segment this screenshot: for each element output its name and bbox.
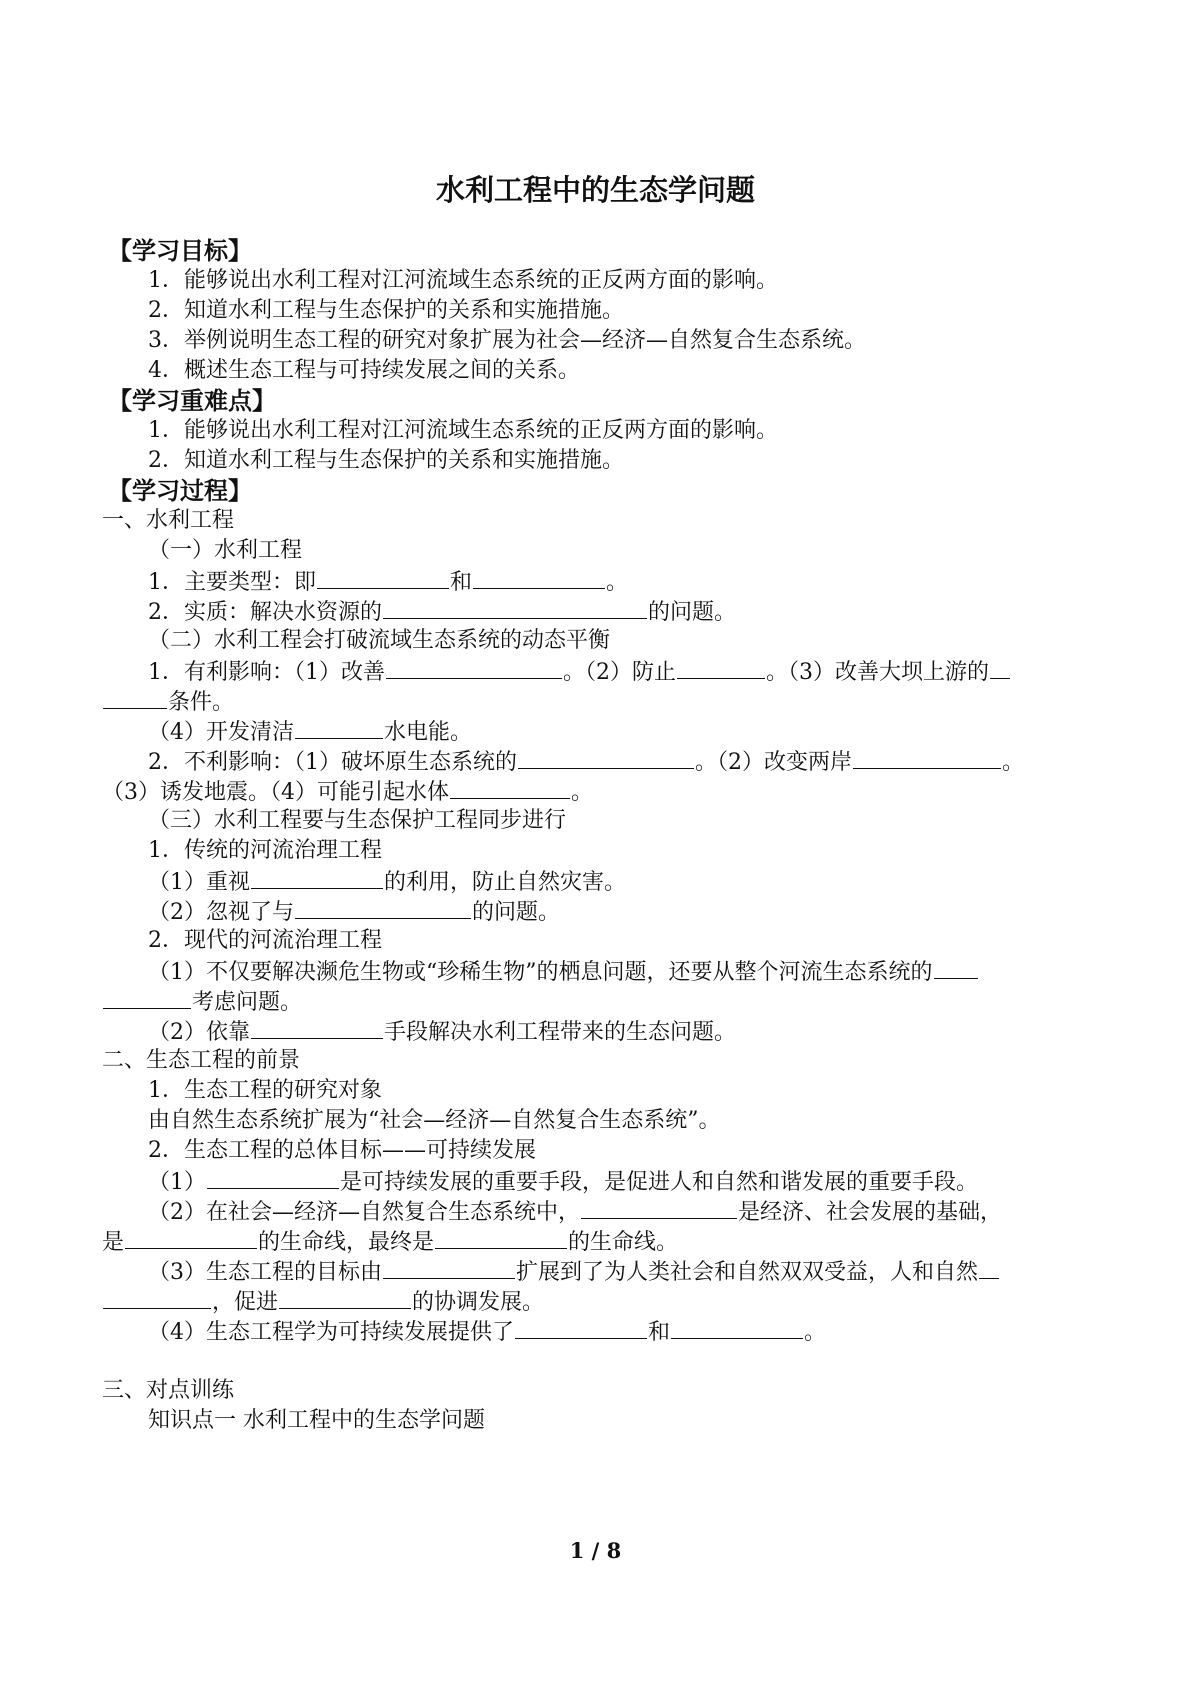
fill-in-line: 条件。 — [102, 686, 234, 718]
text-line: 知识点一 水利工程中的生态学问题 — [148, 1408, 485, 1433]
answer-blank[interactable] — [103, 1286, 211, 1309]
answer-blank[interactable] — [125, 1226, 257, 1249]
answer-blank[interactable] — [295, 716, 383, 739]
key-point-item: 1．能够说出水利工程对江河流域生态系统的正反两方面的影响。 — [148, 418, 778, 443]
objective-item: 2．知道水利工程与生态保护的关系和实施措施。 — [148, 298, 624, 323]
text-line: 1．生态工程的研究对象 — [148, 1078, 382, 1103]
answer-blank[interactable] — [990, 656, 1010, 679]
text-line: 由自然生态系统扩展为“社会—经济—自然复合生态系统”。 — [148, 1108, 721, 1133]
fill-in-line: （2）忽视了与 的问题。 — [148, 896, 560, 928]
text-line: 2．现代的河流治理工程 — [148, 928, 382, 953]
answer-blank[interactable] — [934, 956, 978, 979]
text-line: 2．生态工程的总体目标——可持续发展 — [148, 1138, 536, 1163]
answer-blank[interactable] — [207, 1166, 339, 1189]
answer-blank[interactable] — [450, 776, 570, 799]
fill-in-line: 考虑问题。 — [102, 986, 302, 1018]
fill-in-line: （1） 是可持续发展的重要手段，是促进人和自然和谐发展的重要手段。 — [148, 1166, 978, 1198]
fill-in-line: 2．实质：解决水资源的 的问题。 — [148, 596, 736, 628]
key-points-heading: 【学习重难点】 — [108, 387, 276, 415]
answer-blank[interactable] — [251, 866, 383, 889]
answer-blank[interactable] — [103, 986, 191, 1009]
fill-in-line: （3）诱发地震。（4）可能引起水体 。 — [102, 776, 593, 808]
answer-blank[interactable] — [295, 896, 471, 919]
fill-in-line: （2）依靠 手段解决水利工程带来的生态问题。 — [148, 1016, 736, 1048]
subsection-heading: （三）水利工程要与生态保护工程同步进行 — [148, 808, 567, 833]
answer-blank[interactable] — [279, 1286, 411, 1309]
fill-in-line: 1．有利影响：（1）改善 。（2）防止 。（3）改善大坝上游的 — [148, 656, 1011, 688]
process-heading: 【学习过程】 — [108, 477, 252, 505]
fill-in-line: （4）开发清洁 水电能。 — [148, 716, 472, 748]
fill-in-line: （1）重视 的利用，防止自然灾害。 — [148, 866, 626, 898]
section-heading: 一、水利工程 — [102, 508, 235, 533]
fill-in-line: （3）生态工程的目标由 扩展到了为人类社会和自然双双受益，人和自然 — [148, 1256, 1000, 1288]
answer-blank[interactable] — [581, 1196, 737, 1219]
answer-blank[interactable] — [853, 746, 1001, 769]
objective-item: 1．能够说出水利工程对江河流域生态系统的正反两方面的影响。 — [148, 268, 778, 293]
objectives-heading: 【学习目标】 — [108, 237, 252, 265]
page-title: 水利工程中的生态学问题 — [435, 173, 755, 207]
key-point-item: 2．知道水利工程与生态保护的关系和实施措施。 — [148, 448, 624, 473]
subsection-heading: （一）水利工程 — [148, 538, 303, 563]
fill-in-line: 2．不利影响：（1）破坏原生态系统的 。（2）改变两岸 。 — [148, 746, 1024, 778]
answer-blank[interactable] — [386, 656, 562, 679]
answer-blank[interactable] — [251, 1016, 383, 1039]
page-number: 1 / 8 — [569, 1538, 622, 1563]
subsection-heading: （二）水利工程会打破流域生态系统的动态平衡 — [148, 628, 611, 653]
text-line: 1．传统的河流治理工程 — [148, 838, 382, 863]
section-heading: 三、对点训练 — [102, 1378, 235, 1403]
fill-in-line: ，促进 的协调发展。 — [102, 1286, 544, 1318]
fill-in-line: 1．主要类型：即 和 。 — [148, 566, 628, 598]
section-heading: 二、生态工程的前景 — [102, 1048, 301, 1073]
answer-blank[interactable] — [383, 1256, 515, 1279]
fill-in-line: （4）生态工程学为可持续发展提供了 和 。 — [148, 1316, 826, 1348]
answer-blank[interactable] — [518, 746, 694, 769]
answer-blank[interactable] — [979, 1256, 999, 1279]
fill-in-line: （1）不仅要解决濒危生物或“珍稀生物”的栖息问题，还要从整个河流生态系统的 — [148, 956, 979, 988]
answer-blank[interactable] — [317, 566, 449, 589]
answer-blank[interactable] — [515, 1316, 647, 1339]
objective-item: 3．举例说明生态工程的研究对象扩展为社会—经济—自然复合生态系统。 — [148, 328, 866, 353]
answer-blank[interactable] — [383, 596, 647, 619]
answer-blank[interactable] — [671, 1316, 803, 1339]
answer-blank[interactable] — [435, 1226, 567, 1249]
fill-in-line: 是 的生命线，最终是 的生命线。 — [102, 1226, 678, 1258]
answer-blank[interactable] — [677, 656, 765, 679]
fill-in-line: （2）在社会—经济—自然复合生态系统中， 是经济、社会发展的基础， — [148, 1196, 1002, 1228]
answer-blank[interactable] — [103, 686, 167, 709]
objective-item: 4．概述生态工程与可持续发展之间的关系。 — [148, 358, 580, 383]
answer-blank[interactable] — [473, 566, 605, 589]
